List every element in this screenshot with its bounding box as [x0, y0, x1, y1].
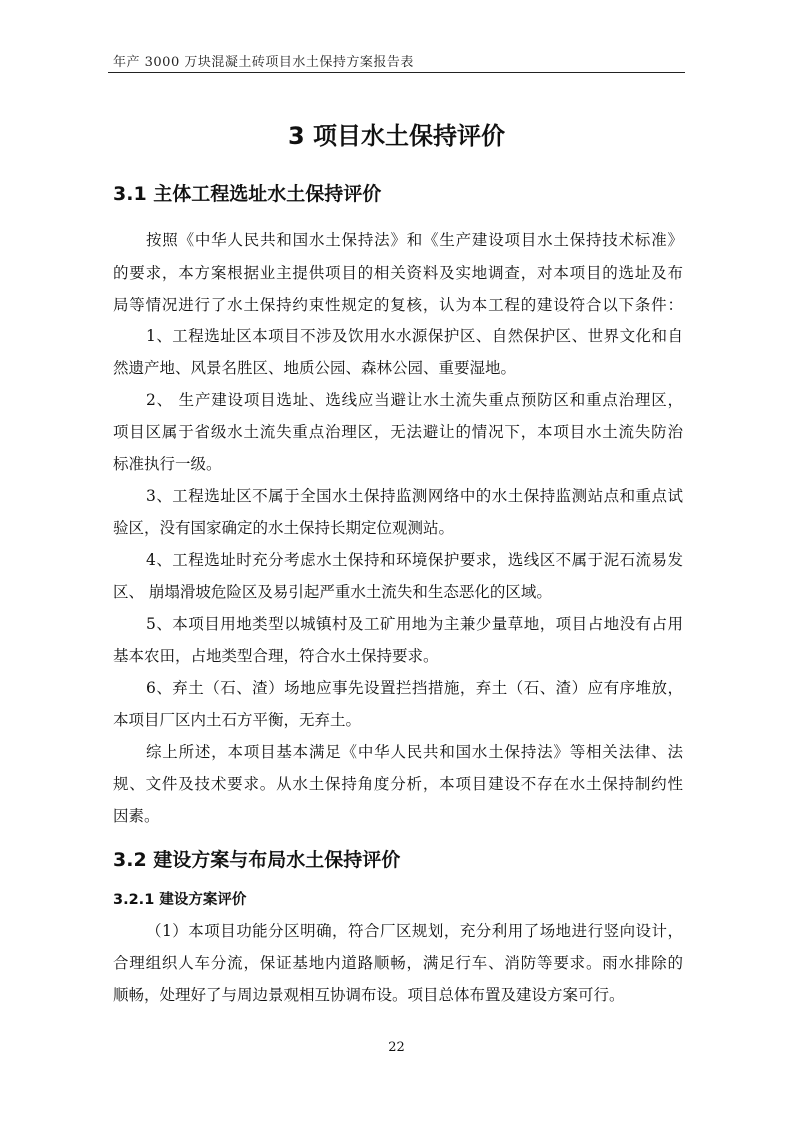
section-title-3-1: 3.1 主体工程选址水土保持评价	[113, 183, 382, 205]
paragraph-line: 按照《中华人民共和国水土保持法》和《生产建设项目水土保持技术标准》	[146, 231, 683, 249]
paragraph-line: 3、工程选址区不属于全国水土保持监测网络中的水土保持监测站点和重点试	[146, 487, 683, 505]
running-header: 年产 3000 万块混凝土砖项目水土保持方案报告表	[113, 55, 414, 70]
paragraph-line: 6、弃土（石、渣）场地应事先设置拦挡措施，弃土（石、渣）应有序堆放，	[146, 679, 683, 697]
paragraph-line: 因素。	[113, 807, 160, 825]
paragraph-line: 标准执行一级。	[113, 455, 222, 473]
paragraph-line: 局等情况进行了水土保持约束性规定的复核，认为本工程的建设符合以下条件：	[113, 296, 683, 314]
paragraph-line: 合理组织人车分流，保证基地内道路顺畅，满足行车、消防等要求。雨水排除的	[113, 954, 683, 972]
subsection-title-3-2-1: 3.2.1 建设方案评价	[113, 892, 247, 908]
header-divider	[108, 72, 685, 73]
page-number: 22	[388, 1040, 405, 1055]
paragraph-line: 2、 生产建设项目选址、选线应当避让水土流失重点预防区和重点治理区，	[146, 391, 683, 409]
paragraph-line: 的要求，本方案根据业主提供项目的相关资料及实地调查，对本项目的选址及布	[113, 264, 683, 282]
chapter-title: 3 项目水土保持评价	[287, 122, 506, 150]
paragraph-line: （1）本项目功能分区明确，符合厂区规划，充分利用了场地进行竖向设计，	[146, 922, 683, 940]
paragraph-line: 顺畅，处理好了与周边景观相互协调布设。项目总体布置及建设方案可行。	[113, 986, 625, 1004]
paragraph-line: 验区，没有国家确定的水土保持长期定位观测站。	[113, 519, 455, 537]
paragraph-line: 本项目厂区内土石方平衡，无弃土。	[113, 711, 362, 729]
paragraph-line: 项目区属于省级水土流失重点治理区，无法避让的情况下，本项目水土流失防治	[113, 423, 683, 441]
section-title-3-2: 3.2 建设方案与布局水土保持评价	[113, 849, 401, 871]
paragraph-line: 4、工程选址时充分考虑水土保持和环境保护要求，选线区不属于泥石流易发	[146, 551, 683, 569]
paragraph-line: 规、文件及技术要求。从水土保持角度分析，本项目建设不存在水土保持制约性	[113, 775, 683, 793]
paragraph-line: 1、工程选址区本项目不涉及饮用水水源保护区、自然保护区、世界文化和自	[146, 327, 683, 345]
paragraph-line: 基本农田，占地类型合理，符合水土保持要求。	[113, 647, 439, 665]
paragraph-line: 然遗产地、风景名胜区、地质公园、森林公园、重要湿地。	[113, 359, 517, 377]
paragraph-line: 综上所述，本项目基本满足《中华人民共和国水土保持法》等相关法律、法	[146, 743, 683, 761]
paragraph-line: 区、 崩塌滑坡危险区及易引起严重水土流失和生态恶化的区域。	[113, 583, 552, 601]
paragraph-line: 5、本项目用地类型以城镇村及工矿用地为主兼少量草地，项目占地没有占用	[146, 615, 683, 633]
